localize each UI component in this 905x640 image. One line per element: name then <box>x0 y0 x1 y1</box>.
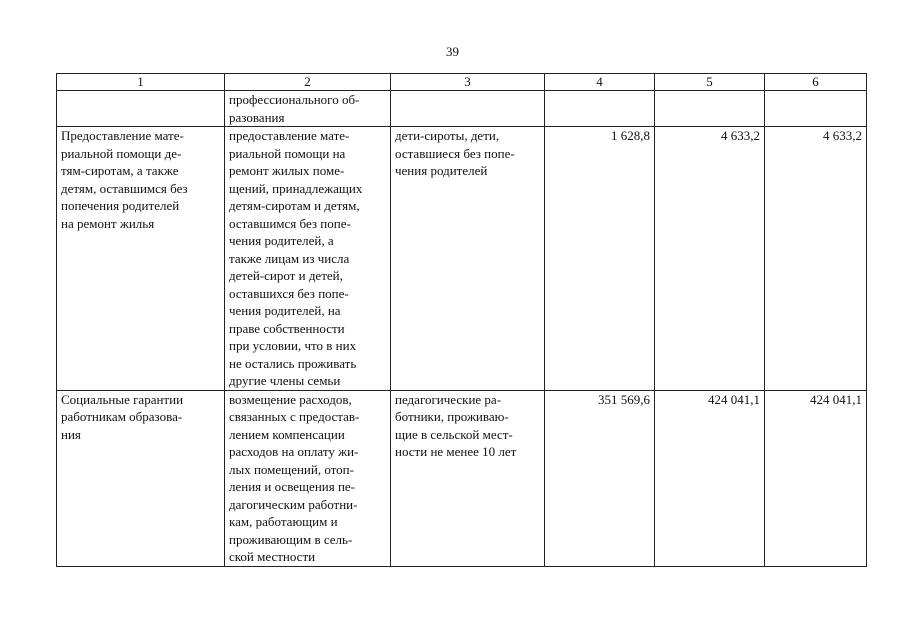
table-cell: 4 633,2 <box>765 127 867 391</box>
table-cell: педагогические ра- ботники, проживаю- щие в сельской мест- ности не менее 10 лет <box>391 390 545 566</box>
table-row <box>57 390 867 566</box>
table-cell: предоставление мате- риальной помощи на ремонт жилых поме- щений, принадлежащих детям-сиротам и детям, оставшимся без попе- чения родителей, а также лицам из числа детей-сирот и детей, оставшихся без попе- чения родителей, на праве собственности при условии, что в них не остались проживать другие члены семьи <box>225 127 391 391</box>
data-table <box>56 73 867 567</box>
table-cell: профессионального об- разования <box>225 91 391 127</box>
table-cell <box>391 91 545 127</box>
column-header: 5 <box>655 74 765 91</box>
table-cell <box>765 91 867 127</box>
table-cell <box>57 91 225 127</box>
table-cell <box>655 91 765 127</box>
table-cell: 351 569,6 <box>545 390 655 566</box>
table-cell: 1 628,8 <box>545 127 655 391</box>
table-row <box>57 127 867 391</box>
table-cell: Социальные гарантии работникам образова- ния <box>57 390 225 566</box>
table-cell: возмещение расходов, связанных с предостав- лением компенсации расходов на оплату жи- лых помещений, отоп- ления и освещения пе- дагогическим работни- кам, работающим и проживающим в сель- ской местности <box>225 390 391 566</box>
header-row <box>57 74 867 91</box>
table-cell: 4 633,2 <box>655 127 765 391</box>
column-header: 4 <box>545 74 655 91</box>
table-row <box>57 91 867 127</box>
column-header: 1 <box>57 74 225 91</box>
table-cell: 424 041,1 <box>765 390 867 566</box>
table-cell: дети-сироты, дети, оставшиеся без попе- чения родителей <box>391 127 545 391</box>
table-cell: Предоставление мате- риальной помощи де- тям-сиротам, а также детям, оставшимся без попечения родителей на ремонт жилья <box>57 127 225 391</box>
column-header: 3 <box>391 74 545 91</box>
page-number: 39 <box>446 44 459 59</box>
column-header: 6 <box>765 74 867 91</box>
table-cell <box>545 91 655 127</box>
column-header: 2 <box>225 74 391 91</box>
table-cell: 424 041,1 <box>655 390 765 566</box>
